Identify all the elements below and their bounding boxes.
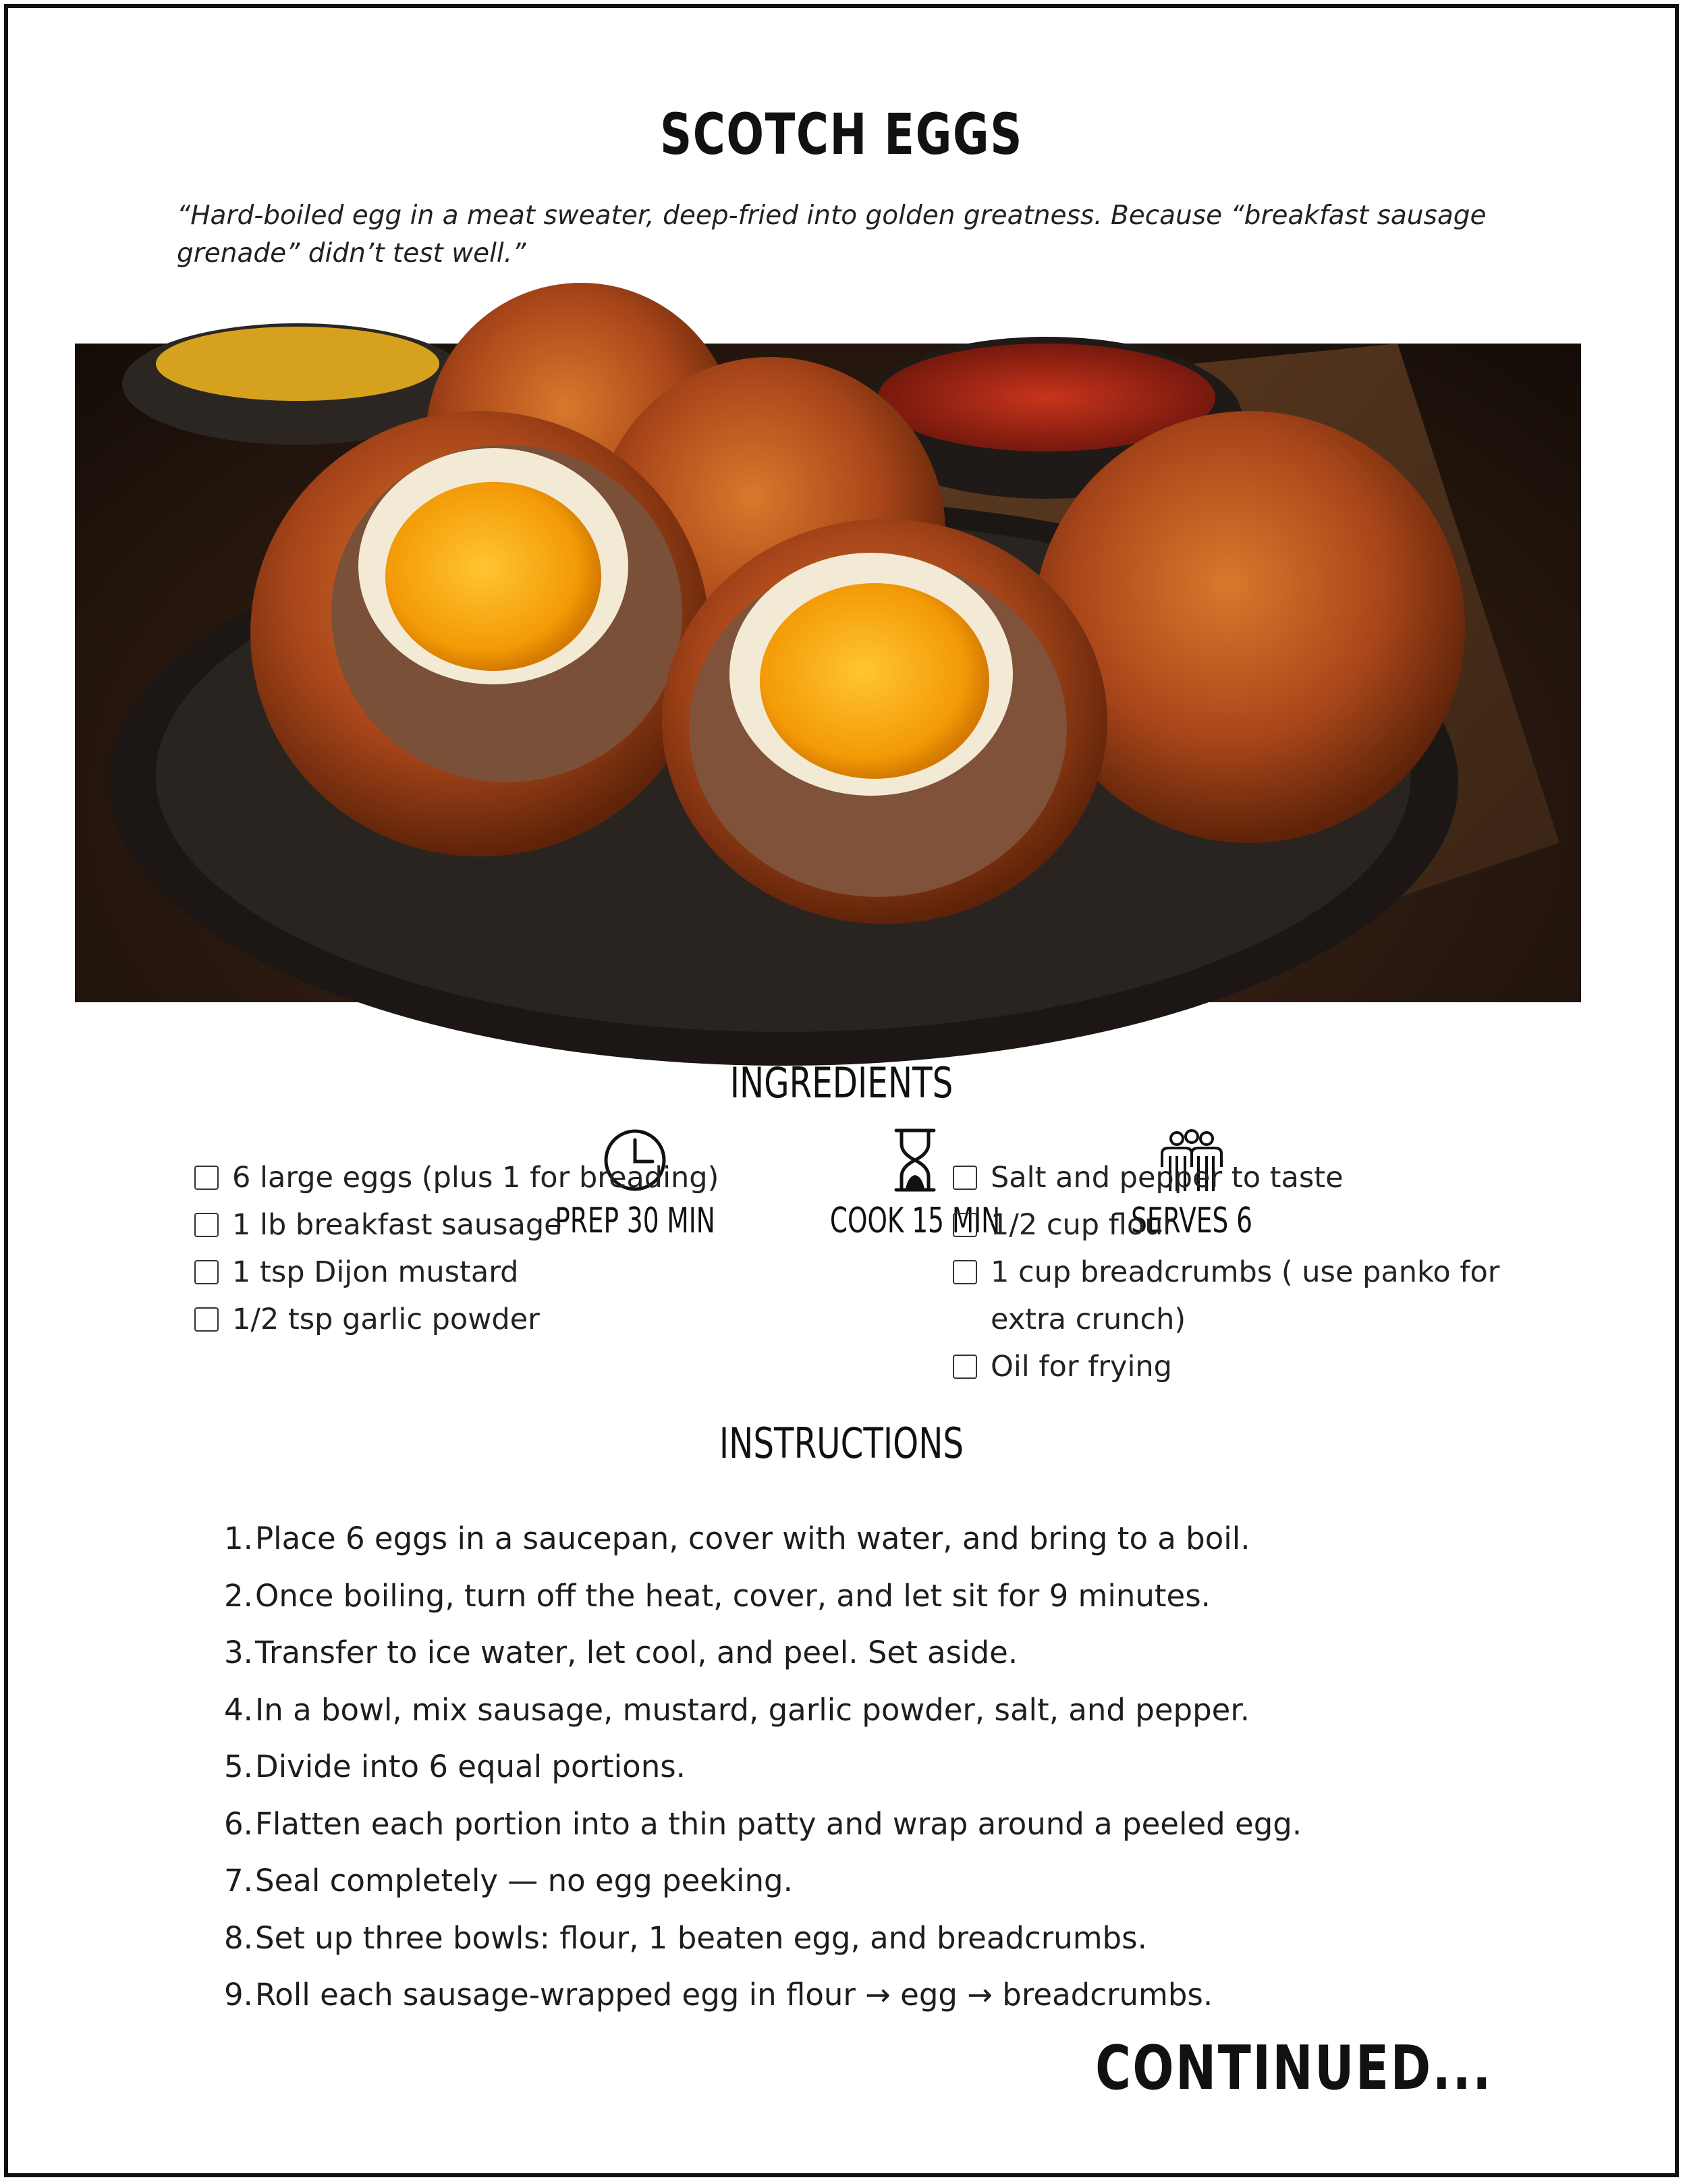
checkbox[interactable]	[953, 1260, 977, 1284]
instructions-heading: INSTRUCTIONS	[719, 1419, 964, 1468]
ingredient-item[interactable]: 1 tsp Dijon mustard	[194, 1249, 802, 1296]
checkbox[interactable]	[194, 1260, 219, 1284]
checkbox[interactable]	[194, 1307, 219, 1332]
ingredient-item[interactable]: 6 large eggs (plus 1 for breading)	[194, 1154, 802, 1201]
ingredients-right-list	[953, 1154, 1533, 1390]
instruction-step: 4. In a bowl, mix sausage, mustard, garlic powder, salt, and pepper.	[224, 1691, 1250, 1728]
instruction-step: 9. Roll each sausage-wrapped egg in flour → egg → breadcrumbs.	[224, 1977, 1213, 2013]
scotch-eggs-illustration	[75, 344, 1581, 1002]
instruction-step: 2. Once boiling, turn off the heat, cover, and let sit for 9 minutes.	[224, 1577, 1211, 1614]
cook-label: COOK 15 MIN	[829, 1201, 1001, 1241]
serves-label: SERVES 6	[1131, 1201, 1252, 1241]
instruction-step: 6. Flatten each portion into a thin patty and wrap around a peeled egg.	[224, 1805, 1302, 1842]
ingredient-item[interactable]: 1 lb breakfast sausage	[194, 1201, 802, 1249]
recipe-tagline: “Hard-boiled egg in a meat sweater, deep-fried into golden greatness. Because “breakfast sausage grenade” didn’t test well.”	[177, 200, 1487, 269]
instruction-step: 5. Divide into 6 equal portions.	[224, 1749, 686, 1784]
ingredient-item[interactable]: 1/2 cup flour	[953, 1201, 1533, 1249]
ingredients-heading: INGREDIENTS	[729, 1058, 953, 1108]
continued-label: CONTINUED...	[1095, 2033, 1493, 2104]
instruction-step: 8. Set up three bowls: flour, 1 beaten egg, and breadcrumbs.	[224, 1919, 1147, 1956]
ingredient-item[interactable]: Oil for frying	[953, 1343, 1533, 1390]
recipe-title: SCOTCH EGGS	[659, 101, 1024, 167]
ingredient-item[interactable]: Salt and pepper to taste	[953, 1154, 1533, 1201]
ingredient-item[interactable]: 1 cup breadcrumbs ( use panko for extra crunch)	[953, 1249, 1530, 1343]
hourglass-icon	[881, 1126, 949, 1194]
checkbox[interactable]	[194, 1213, 219, 1237]
instruction-step: 1. Place 6 eggs in a saucepan, cover with water, and bring to a boil.	[224, 1521, 1250, 1556]
ingredient-item[interactable]: 1/2 tsp garlic powder	[194, 1296, 802, 1343]
prep-label: PREP 30 MIN	[555, 1201, 715, 1241]
recipe-page	[4, 4, 1679, 2177]
instruction-step: 3. Transfer to ice water, let cool, and peel. Set aside.	[224, 1635, 1018, 1670]
ingredients-left-list	[194, 1154, 802, 1343]
checkbox[interactable]	[953, 1166, 977, 1190]
checkbox[interactable]	[953, 1213, 977, 1237]
checkbox[interactable]	[194, 1166, 219, 1190]
instruction-step: 7. Seal completely — no egg peeking.	[224, 1863, 793, 1899]
checkbox[interactable]	[953, 1355, 977, 1379]
instructions-list	[211, 1510, 1560, 2024]
